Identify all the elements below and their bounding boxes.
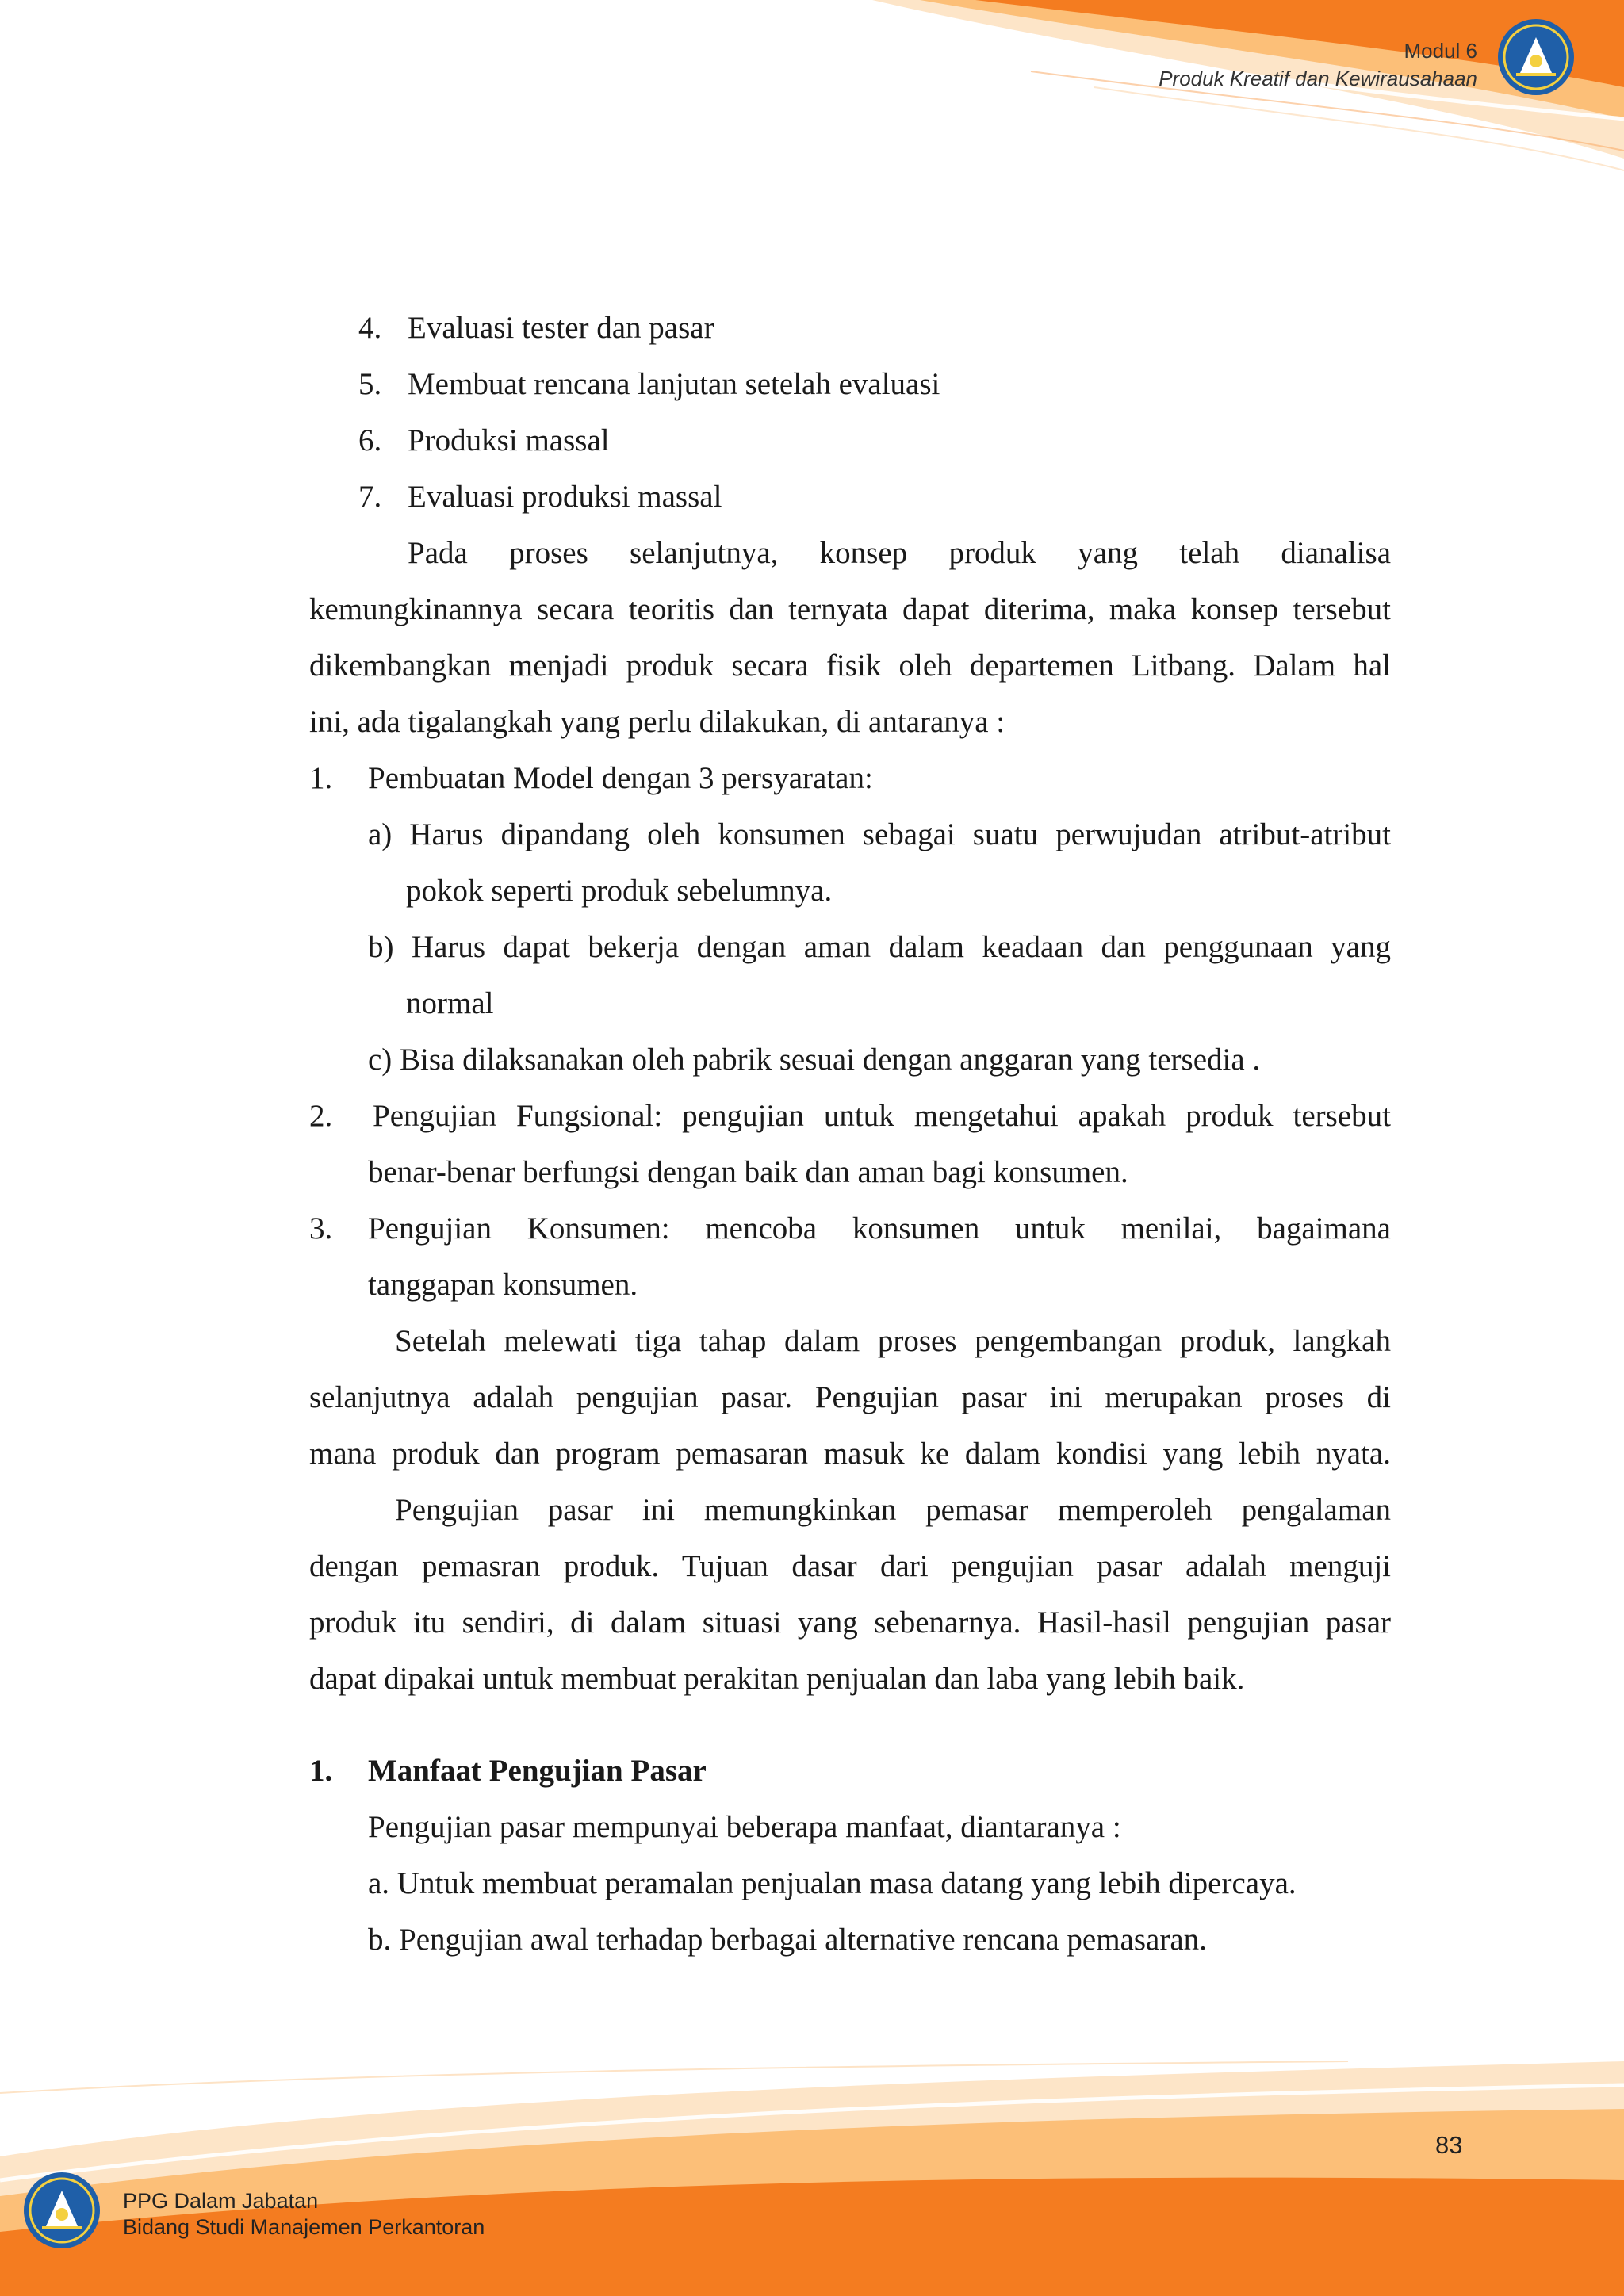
paragraph-line: Pada proses selanjutnya, konsep produk yang telah dianalisa: [408, 536, 1391, 570]
paragraph-line: Pengujian pasar ini memungkinkan pemasar memperoleh pengalaman: [395, 1493, 1391, 1527]
sub-list-item-continued: pokok seperti produk sebelumnya.: [406, 874, 833, 908]
paragraph-line: produk itu sendiri, di dalam situasi yang sebenarnya. Hasil-hasil pengujian pasar: [309, 1605, 1391, 1640]
list-item-number: 3.: [309, 1211, 333, 1246]
list-item-continued: benar-benar berfungsi dengan baik dan aman bagi konsumen.: [368, 1155, 1128, 1189]
paragraph-line: Setelah melewati tiga tahap dalam proses pengembangan produk, langkah: [395, 1324, 1391, 1358]
sub-list-item: b) Harus dapat bekerja dengan aman dalam keadaan dan penggunaan yang: [368, 930, 1391, 964]
list-item: 6. Produksi massal: [358, 423, 610, 457]
sub-list-item: c) Bisa dilaksanakan oleh pabrik sesuai dengan anggaran yang tersedia .: [368, 1043, 1261, 1077]
list-item-number: 2.: [309, 1099, 333, 1133]
list-item: Pengujian Konsumen: mencoba konsumen untuk menilai, bagaimana: [368, 1211, 1391, 1246]
list-item-continued: tanggapan konsumen.: [368, 1268, 638, 1302]
section-intro: Pengujian pasar mempunyai beberapa manfaat, diantaranya :: [368, 1810, 1121, 1844]
footer-program: PPG Dalam Jabatan: [123, 2189, 319, 2213]
tut-wuri-handayani-logo-icon: [1496, 17, 1576, 97]
tut-wuri-handayani-logo-icon: [22, 2171, 102, 2250]
paragraph-line: mana produk dan program pemasaran masuk ke dalam kondisi yang lebih nyata.: [309, 1437, 1391, 1471]
benefit-item: a. Untuk membuat peramalan penjualan masa datang yang lebih dipercaya.: [368, 1866, 1297, 1900]
footer-text: [123, 2188, 485, 2241]
section-heading: 1. Manfaat Pengujian Pasar: [309, 1754, 707, 1788]
paragraph-line: selanjutnya adalah pengujian pasar. Pengujian pasar ini merupakan proses di: [309, 1380, 1391, 1414]
list-item: 4. Evaluasi tester dan pasar: [358, 311, 714, 345]
list-item: 5. Membuat rencana lanjutan setelah evaluasi: [358, 367, 940, 401]
footer-field: Bidang Studi Manajemen Perkantoran: [123, 2215, 485, 2239]
paragraph-line: ini, ada tigalangkah yang perlu dilakukan, di antaranya :: [309, 705, 1005, 739]
paragraph-line: dikembangkan menjadi produk secara fisik oleh departemen Litbang. Dalam hal: [309, 649, 1391, 683]
list-item: 7. Evaluasi produksi massal: [358, 480, 722, 514]
paragraph-line: dengan pemasran produk. Tujuan dasar dari pengujian pasar adalah menguji: [309, 1549, 1391, 1583]
list-item: Pengujian Fungsional: pengujian untuk mengetahui apakah produk tersebut: [373, 1099, 1391, 1133]
paragraph-line: dapat dipakai untuk membuat perakitan penjualan dan laba yang lebih baik.: [309, 1662, 1245, 1696]
paragraph-line: kemungkinannya secara teoritis dan ternyata dapat diterima, maka konsep tersebut: [309, 592, 1391, 626]
list-item: 1. Pembuatan Model dengan 3 persyaratan:: [309, 761, 873, 795]
page-number: 83: [1435, 2131, 1463, 2159]
module-label: Modul 6: [1404, 39, 1477, 63]
header-text: [1159, 36, 1477, 92]
module-subtitle: Produk Kreatif dan Kewirausahaan: [1159, 67, 1477, 90]
footer-decoration: [0, 2061, 1624, 2296]
sub-list-item-continued: normal: [406, 986, 494, 1020]
sub-list-item: a) Harus dipandang oleh konsumen sebagai suatu perwujudan atribut-atribut: [368, 817, 1391, 851]
benefit-item: b. Pengujian awal terhadap berbagai alternative rencana pemasaran.: [368, 1923, 1207, 1957]
